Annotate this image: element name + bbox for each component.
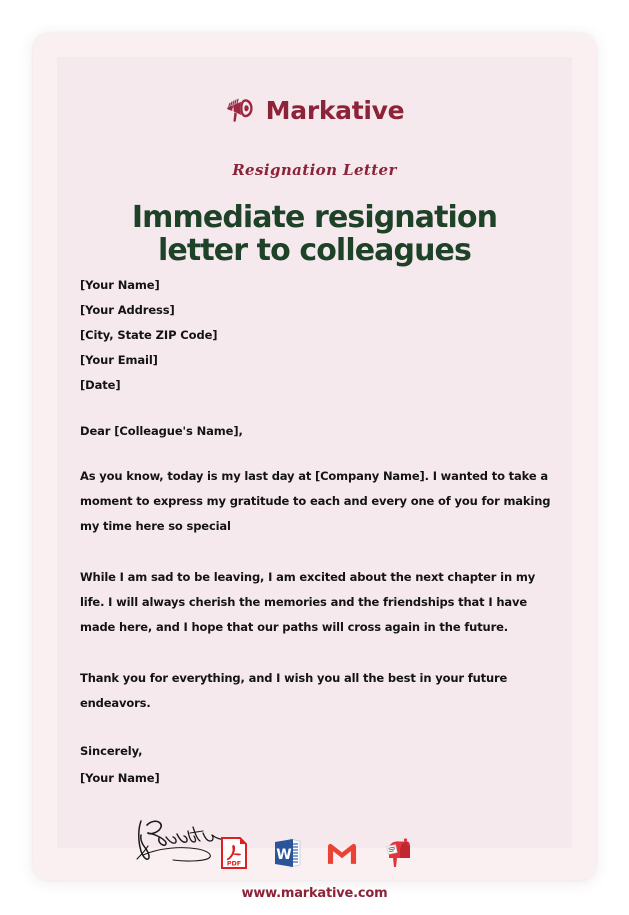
signer-name: [Your Name] [80,771,160,785]
site-url-link[interactable]: www.markative.com [241,886,388,901]
letter-paragraph: While I am sad to be leaving, I am excited about the next chapter in my life. I will always cherish the memories and the friendships that I have made here, and I hope that our paths will cross again in the future. [80,570,536,634]
eyebrow-label: Resignation Letter [232,161,397,179]
letter-paragraph: Thank you for everything, and I wish you all the best in your future endeavors. [80,671,508,710]
brand-name: Markative [265,95,405,125]
address-line: [Your Email] [80,353,158,367]
page-title [87,201,542,267]
gmail-icon[interactable] [326,836,358,870]
pdf-file-icon[interactable] [218,836,250,870]
address-line: [Date] [80,378,121,392]
page-title-line-2: letter to colleagues [158,233,471,269]
address-line: [Your Name] [80,278,160,292]
letter-body [80,273,558,785]
svg-text:PDF: PDF [226,859,241,868]
mailbox-icon[interactable] [380,836,412,870]
brand-logo [57,95,572,125]
sender-address-block [80,273,558,398]
megaphone-icon [225,95,259,125]
salutation: Dear [Colleague's Name], [80,424,243,438]
svg-text:W: W [275,847,292,863]
closing-salutation: Sincerely, [80,744,143,758]
letter-content-panel [57,57,572,901]
address-line: [City, State ZIP Code] [80,328,218,342]
letter-card [33,33,596,901]
word-file-icon[interactable] [272,836,304,870]
page-title-line-1: Immediate resignation [131,200,498,236]
document-actions [57,836,572,870]
address-line: [Your Address] [80,303,175,317]
letter-paragraph: As you know, today is my last day at [Company Name]. I wanted to take a moment to express my gratitude to each and every one of you for making my time here so special [80,469,551,533]
